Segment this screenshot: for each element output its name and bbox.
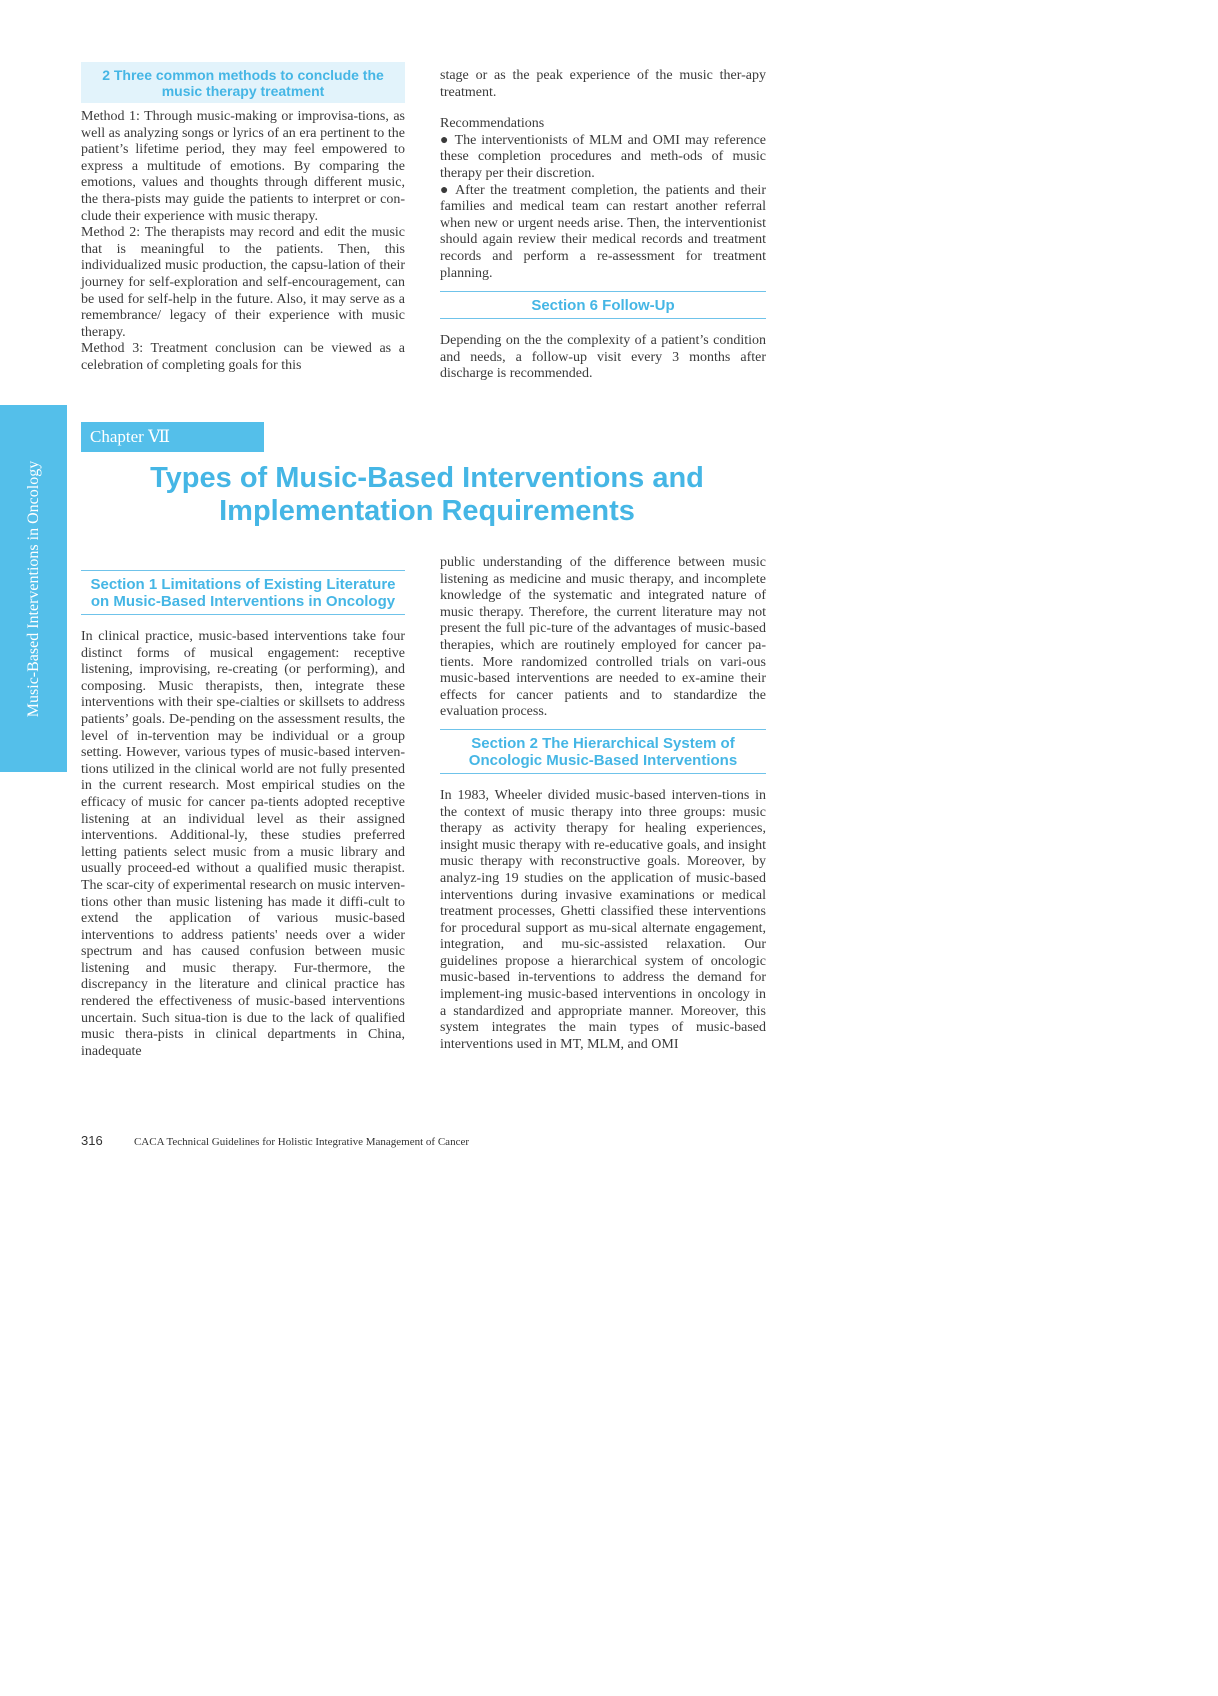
footer-source: CACA Technical Guidelines for Holistic Integrative Management of Cancer bbox=[133, 1136, 469, 1148]
chapter-title bbox=[81, 462, 773, 528]
side-tab bbox=[0, 405, 67, 772]
section-6-heading: Section 6 Follow-Up bbox=[440, 291, 766, 319]
section-1-heading: Section 1 Limitations of Existing Literature on Music-Based Interventions in Oncology bbox=[81, 570, 405, 615]
bottom-left-column bbox=[81, 570, 405, 1060]
method-2-paragraph: Method 2: The therapists may record and edit the music that is meaningful to the patients. Then, this individualized music production, the capsu-lation of their journey for self-exploration and self-encouragement, can be used for self-help in the future. Also, it may serve as a remembrance/ legacy of their experience with music therapy. bbox=[81, 225, 405, 340]
recommendation-bullet-1: ● The interventionists of MLM and OMI may reference these completion procedures and meth-ods of music therapy per their discretion. bbox=[440, 132, 766, 181]
recommendation-bullet-2: ● After the treatment completion, the patients and their families and medical team can restart another referral when new or urgent needs arise. Then, the interventionist should again review their medical records and treatment records and perform a re-assessment for treatment planning. bbox=[440, 182, 766, 281]
side-tab-label: Music-Based Interventions in Oncology bbox=[24, 460, 42, 717]
section-1-body: In clinical practice, music-based interventions take four distinct forms of musical engagement: receptive listening, improvising, re-creating (or performing), and composing. Music therapists, then, integrate these interventions with their spe-cialties or skillsets to address patients’ goals. De-pending on the assessment results, the level of in-tervention may be individual or a group setting. However, various types of music-based interven-tions utilized in the clinical world are not fully presented in the current research. Most empirical studies on the efficacy of music for cancer pa-tients adopted receptive listening at an individual level as their assigned interventions. Additional-ly, these studies preferred letting patients select music from a music library and usually proceed-ed without a qualified music therapist. The scar-city of experimental research on music interven-tions other than music listening has made it diffi-cult to extend the application of various music-based interventions to address patients' needs over a wider spectrum and has caused confusion between music listening and music therapy. Fur-thermore, the discrepancy in the literature and clinical practice has rendered the effectiveness of music-based interventions uncertain. Such situa-tion is due to the lack of qualified music thera-pists in clinical departments in China, inadequate bbox=[81, 629, 405, 1059]
page-number: 316 bbox=[81, 1133, 103, 1148]
recommendations-label: Recommendations bbox=[440, 116, 545, 132]
chapter-title-line-2: Implementation Requirements bbox=[219, 495, 635, 527]
continuation-paragraph: stage or as the peak experience of the music ther-apy treatment. bbox=[440, 68, 766, 100]
top-left-column bbox=[81, 62, 405, 375]
chapter-title-line-1: Types of Music-Based Interventions and bbox=[150, 462, 704, 494]
method-1-paragraph: Method 1: Through music-making or improvisa-tions, as well as analyzing songs or lyrics of an era pertinent to the patient’s lifetime period, they may feel empowered to express a multitude of emotions. By comparing the emotions, values and thoughts through different music, the thera-pists may guide the patients to interpret or con-clude their experience with music therapy. bbox=[81, 109, 405, 224]
subheading-conclusion-methods: 2 Three common methods to conclude the music therapy treatment bbox=[81, 62, 405, 103]
page-footer bbox=[81, 1133, 469, 1149]
section-6-body: Depending on the the complexity of a patient’s condition and needs, a follow-up visit every 3 months after discharge is recommended. bbox=[440, 333, 766, 382]
section-1-continuation: public understanding of the difference between music listening as medicine and music therapy, and incomplete knowledge of the systematic and integrated nature of music therapy. Therefore, the current literature may not present the full pic-ture of the advantages of music-based therapies, which are routinely employed for cancer pa-tients. More randomized controlled trials on vari-ous music-based interventions are needed to ex-amine their effects for cancer patients and to standardize the evaluation process. bbox=[440, 555, 766, 720]
section-2-body: In 1983, Wheeler divided music-based interven-tions in the context of music therapy into three groups: music therapy as activity therapy for healing experiences, insight music therapy with re-educative goals, and insight music therapy with reconstructive goals. Moreover, by analyz-ing 19 studies on the application of music-based interventions during invasive examinations or medical treatment processes, Ghetti classified these interventions for procedural support as mu-sical alternate engagement, integration, and mu-sic-assisted relaxation. Our guidelines propose a hierarchical system of oncologic music-based in-terventions to address the demand for implement-ing music-based interventions in oncology in a standardized and appropriate manner. Moreover, this system integrates the main types of music-based interventions used in MT, MLM, and OMI bbox=[440, 787, 766, 1052]
section-2-heading: Section 2 The Hierarchical System of Oncologic Music-Based Interventions bbox=[440, 729, 766, 774]
method-3-paragraph: Method 3: Treatment conclusion can be viewed as a celebration of completing goals for this bbox=[81, 341, 405, 373]
bottom-right-column bbox=[440, 555, 766, 1053]
top-right-column bbox=[440, 68, 766, 383]
chapter-label: Chapter Ⅶ bbox=[81, 422, 264, 452]
